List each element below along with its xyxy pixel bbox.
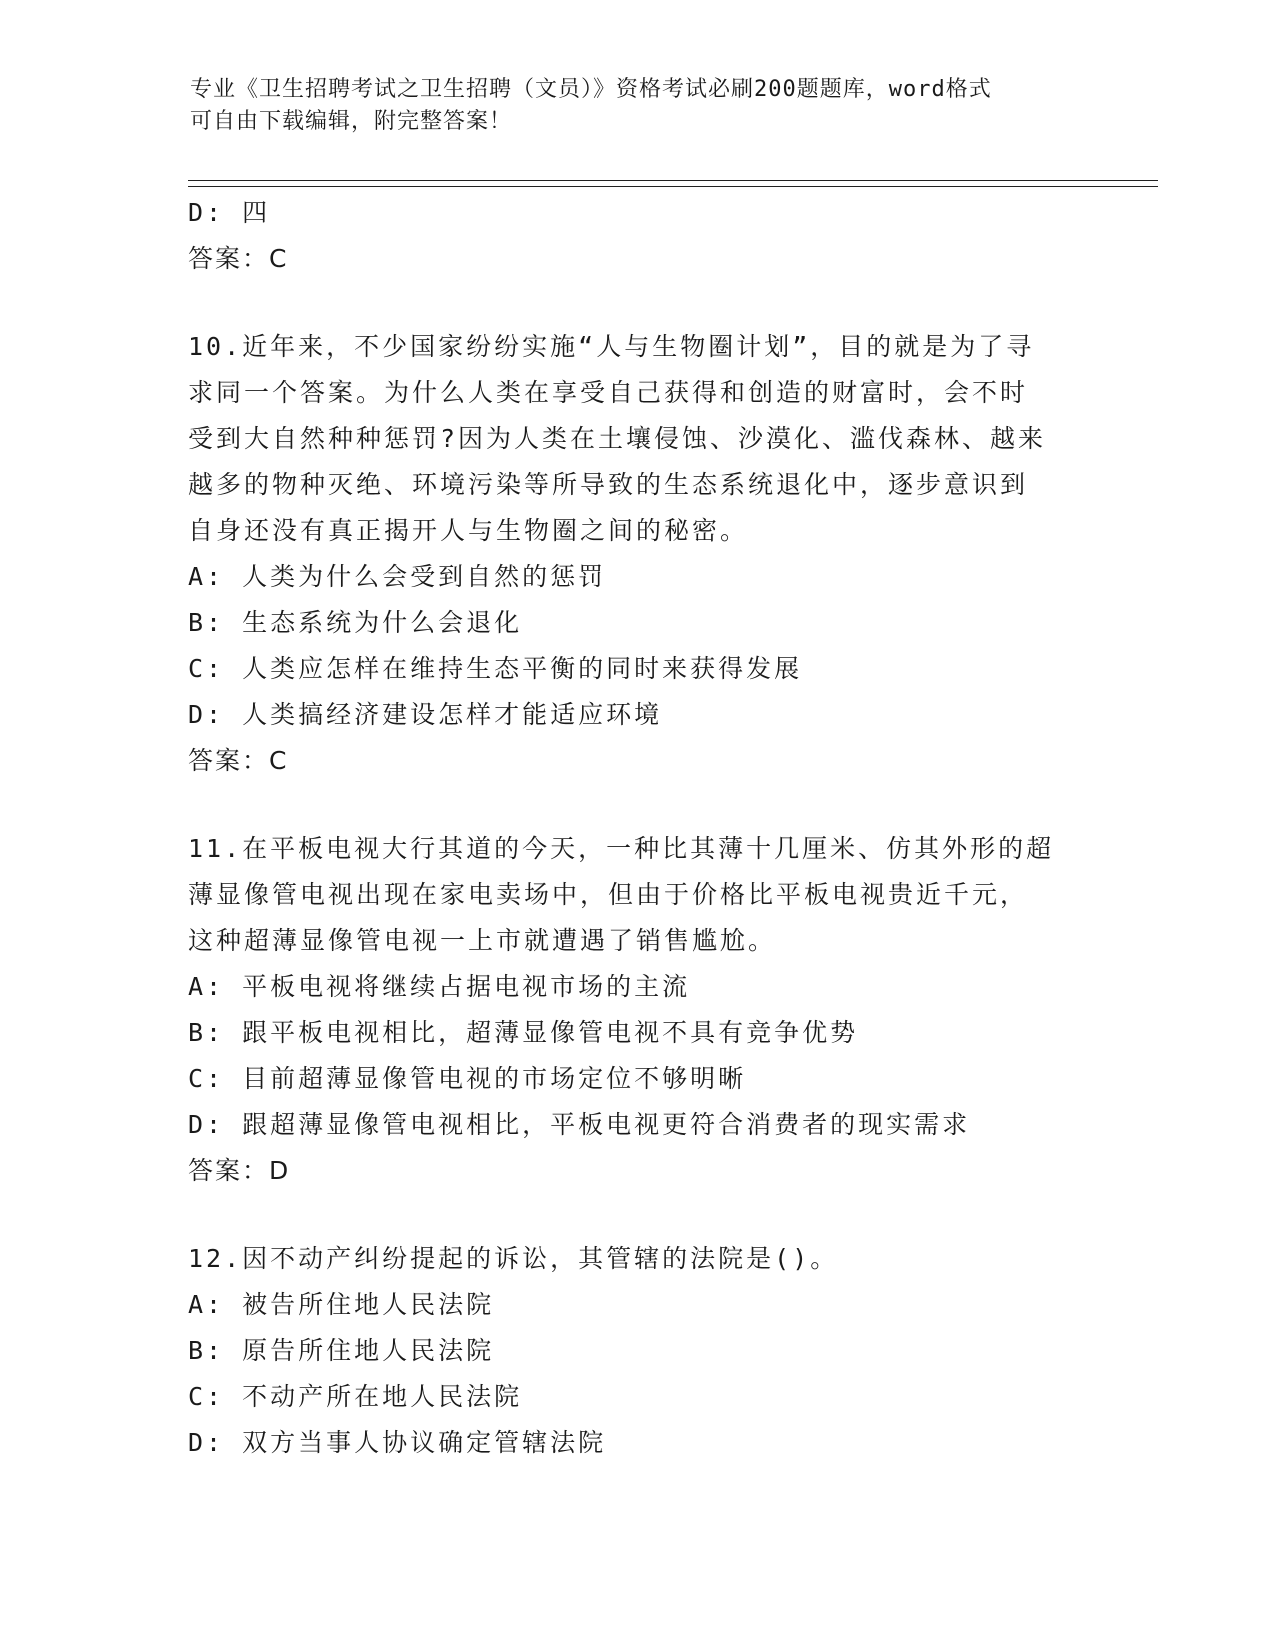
question-11 [188, 826, 1088, 1194]
option-c: C: 人类应怎样在维持生态平衡的同时来获得发展 [188, 654, 803, 683]
question-12 [188, 1236, 1088, 1466]
option-a: A: 平板电视将继续占据电视市场的主流 [188, 972, 691, 1001]
option-d: D: 跟超薄显像管电视相比，平板电视更符合消费者的现实需求 [188, 1110, 971, 1139]
header-divider-top [188, 180, 1158, 181]
document-header [190, 74, 1070, 138]
question-stem-line: 越多的物种灭绝、环境污染等所导致的生态系统退化中，逐步意识到 [188, 470, 1029, 499]
question-stem-line: 10.近年来，不少国家纷纷实施“人与生物圈计划”，目的就是为了寻 [188, 332, 1035, 361]
question-stem-line: 11.在平板电视大行其道的今天，一种比其薄十几厘米、仿其外形的超 [188, 834, 1055, 863]
question-stem-line: 自身还没有真正揭开人与生物圈之间的秘密。 [188, 516, 749, 545]
header-title-line-1: 专业《卫生招聘考试之卫生招聘（文员）》资格考试必刷200题题库，word格式 [190, 77, 992, 102]
option-a: A: 被告所住地人民法院 [188, 1290, 495, 1319]
question-stem-line: 求同一个答案。为什么人类在享受自己获得和创造的财富时，会不时 [188, 378, 1029, 407]
answer-line: 答案：C [188, 746, 289, 775]
answer-line: 答案：C [188, 244, 289, 273]
question-stem-line: 受到大自然种种惩罚?因为人类在土壤侵蚀、沙漠化、滥伐森林、越来 [188, 424, 1047, 453]
option-b: B: 跟平板电视相比，超薄显像管电视不具有竞争优势 [188, 1018, 859, 1047]
option-c: C: 目前超薄显像管电视的市场定位不够明晰 [188, 1064, 747, 1093]
spacer [188, 282, 1088, 324]
question-stem-line: 薄显像管电视出现在家电卖场中，但由于价格比平板电视贵近千元， [188, 880, 1029, 909]
option-d: D: 人类搞经济建设怎样才能适应环境 [188, 700, 663, 729]
option-d: D: 双方当事人协议确定管辖法院 [188, 1428, 607, 1457]
answer-line: 答案：D [188, 1156, 291, 1185]
option-a: A: 人类为什么会受到自然的惩罚 [188, 562, 607, 591]
option-c: C: 不动产所在地人民法院 [188, 1382, 523, 1411]
option-b: B: 原告所住地人民法院 [188, 1336, 495, 1365]
question-9-tail [188, 190, 1088, 282]
spacer [188, 784, 1088, 826]
spacer [188, 1194, 1088, 1236]
option-b: B: 生态系统为什么会退化 [188, 608, 523, 637]
question-10 [188, 324, 1088, 784]
header-title-line-2: 可自由下载编辑，附完整答案！ [190, 109, 513, 134]
header-divider-bottom [188, 186, 1158, 187]
question-stem-line: 12.因不动产纠纷提起的诉讼，其管辖的法院是()。 [188, 1244, 839, 1273]
option-d: D: 四 [188, 198, 271, 227]
question-stem-line: 这种超薄显像管电视一上市就遭遇了销售尴尬。 [188, 926, 777, 955]
question-list [188, 190, 1088, 1466]
